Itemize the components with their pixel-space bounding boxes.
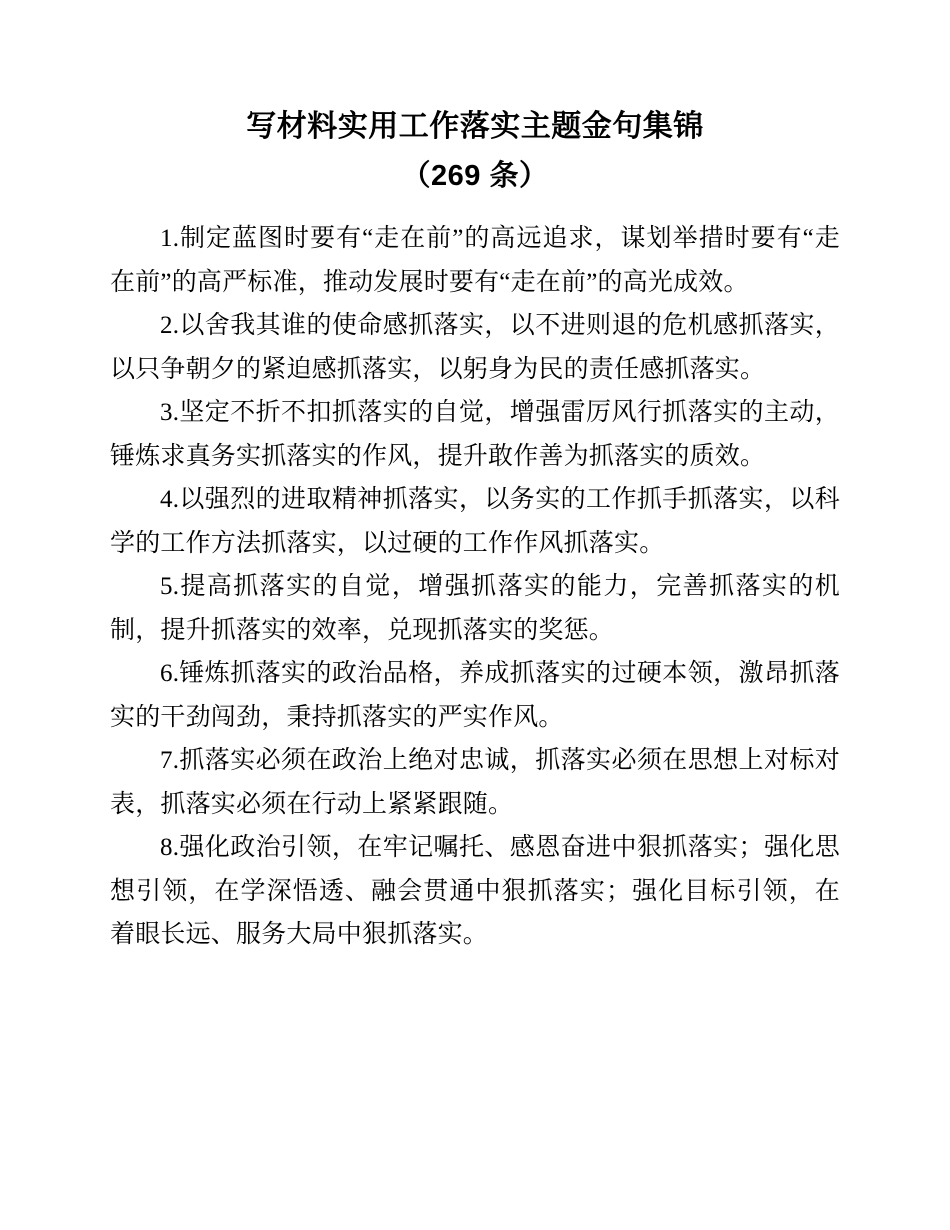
page-title: 写材料实用工作落实主题金句集锦: [246, 110, 704, 143]
list-item: 4.以强烈的进取精神抓落实，以务实的工作抓手抓落实，以科学的工作方法抓落实，以过硬的工作作风抓落实。: [110, 486, 840, 557]
list-item: 7.抓落实必须在政治上绝对忠诚，抓落实必须在思想上对标对表，抓落实必须在行动上紧紧跟随。: [110, 747, 840, 818]
list-item: 1.制定蓝图时要有“走在前”的高远追求，谋划举措时要有“走在前”的高严标准，推动发展时要有“走在前”的高光成效。: [110, 225, 840, 296]
document-content: [110, 0, 840, 957]
list-item: 2.以舍我其谁的使命感抓落实，以不进则退的危机感抓落实，以只争朝夕的紧迫感抓落实，以躬身为民的责任感抓落实。: [110, 312, 840, 383]
list-item: 6.锤炼抓落实的政治品格，养成抓落实的过硬本领，激昂抓落实的干劲闯劲，秉持抓落实的严实作风。: [110, 660, 840, 731]
numbered-item-list: [110, 217, 840, 957]
list-item: 8.强化政治引领，在牢记嘱托、感恩奋进中狠抓落实；强化思想引领，在学深悟透、融会贯通中狠抓落实；强化目标引领，在着眼长远、服务大局中狠抓落实。: [110, 834, 840, 948]
page-subtitle: （269 条）: [401, 160, 549, 192]
list-item: 3.坚定不折不扣抓落实的自觉，增强雷厉风行抓落实的主动，锤炼求真务实抓落实的作风，提升敢作善为抓落实的质效。: [110, 399, 840, 470]
list-item: 5.提高抓落实的自觉，增强抓落实的能力，完善抓落实的机制，提升抓落实的效率，兑现抓落实的奖惩。: [110, 573, 840, 644]
